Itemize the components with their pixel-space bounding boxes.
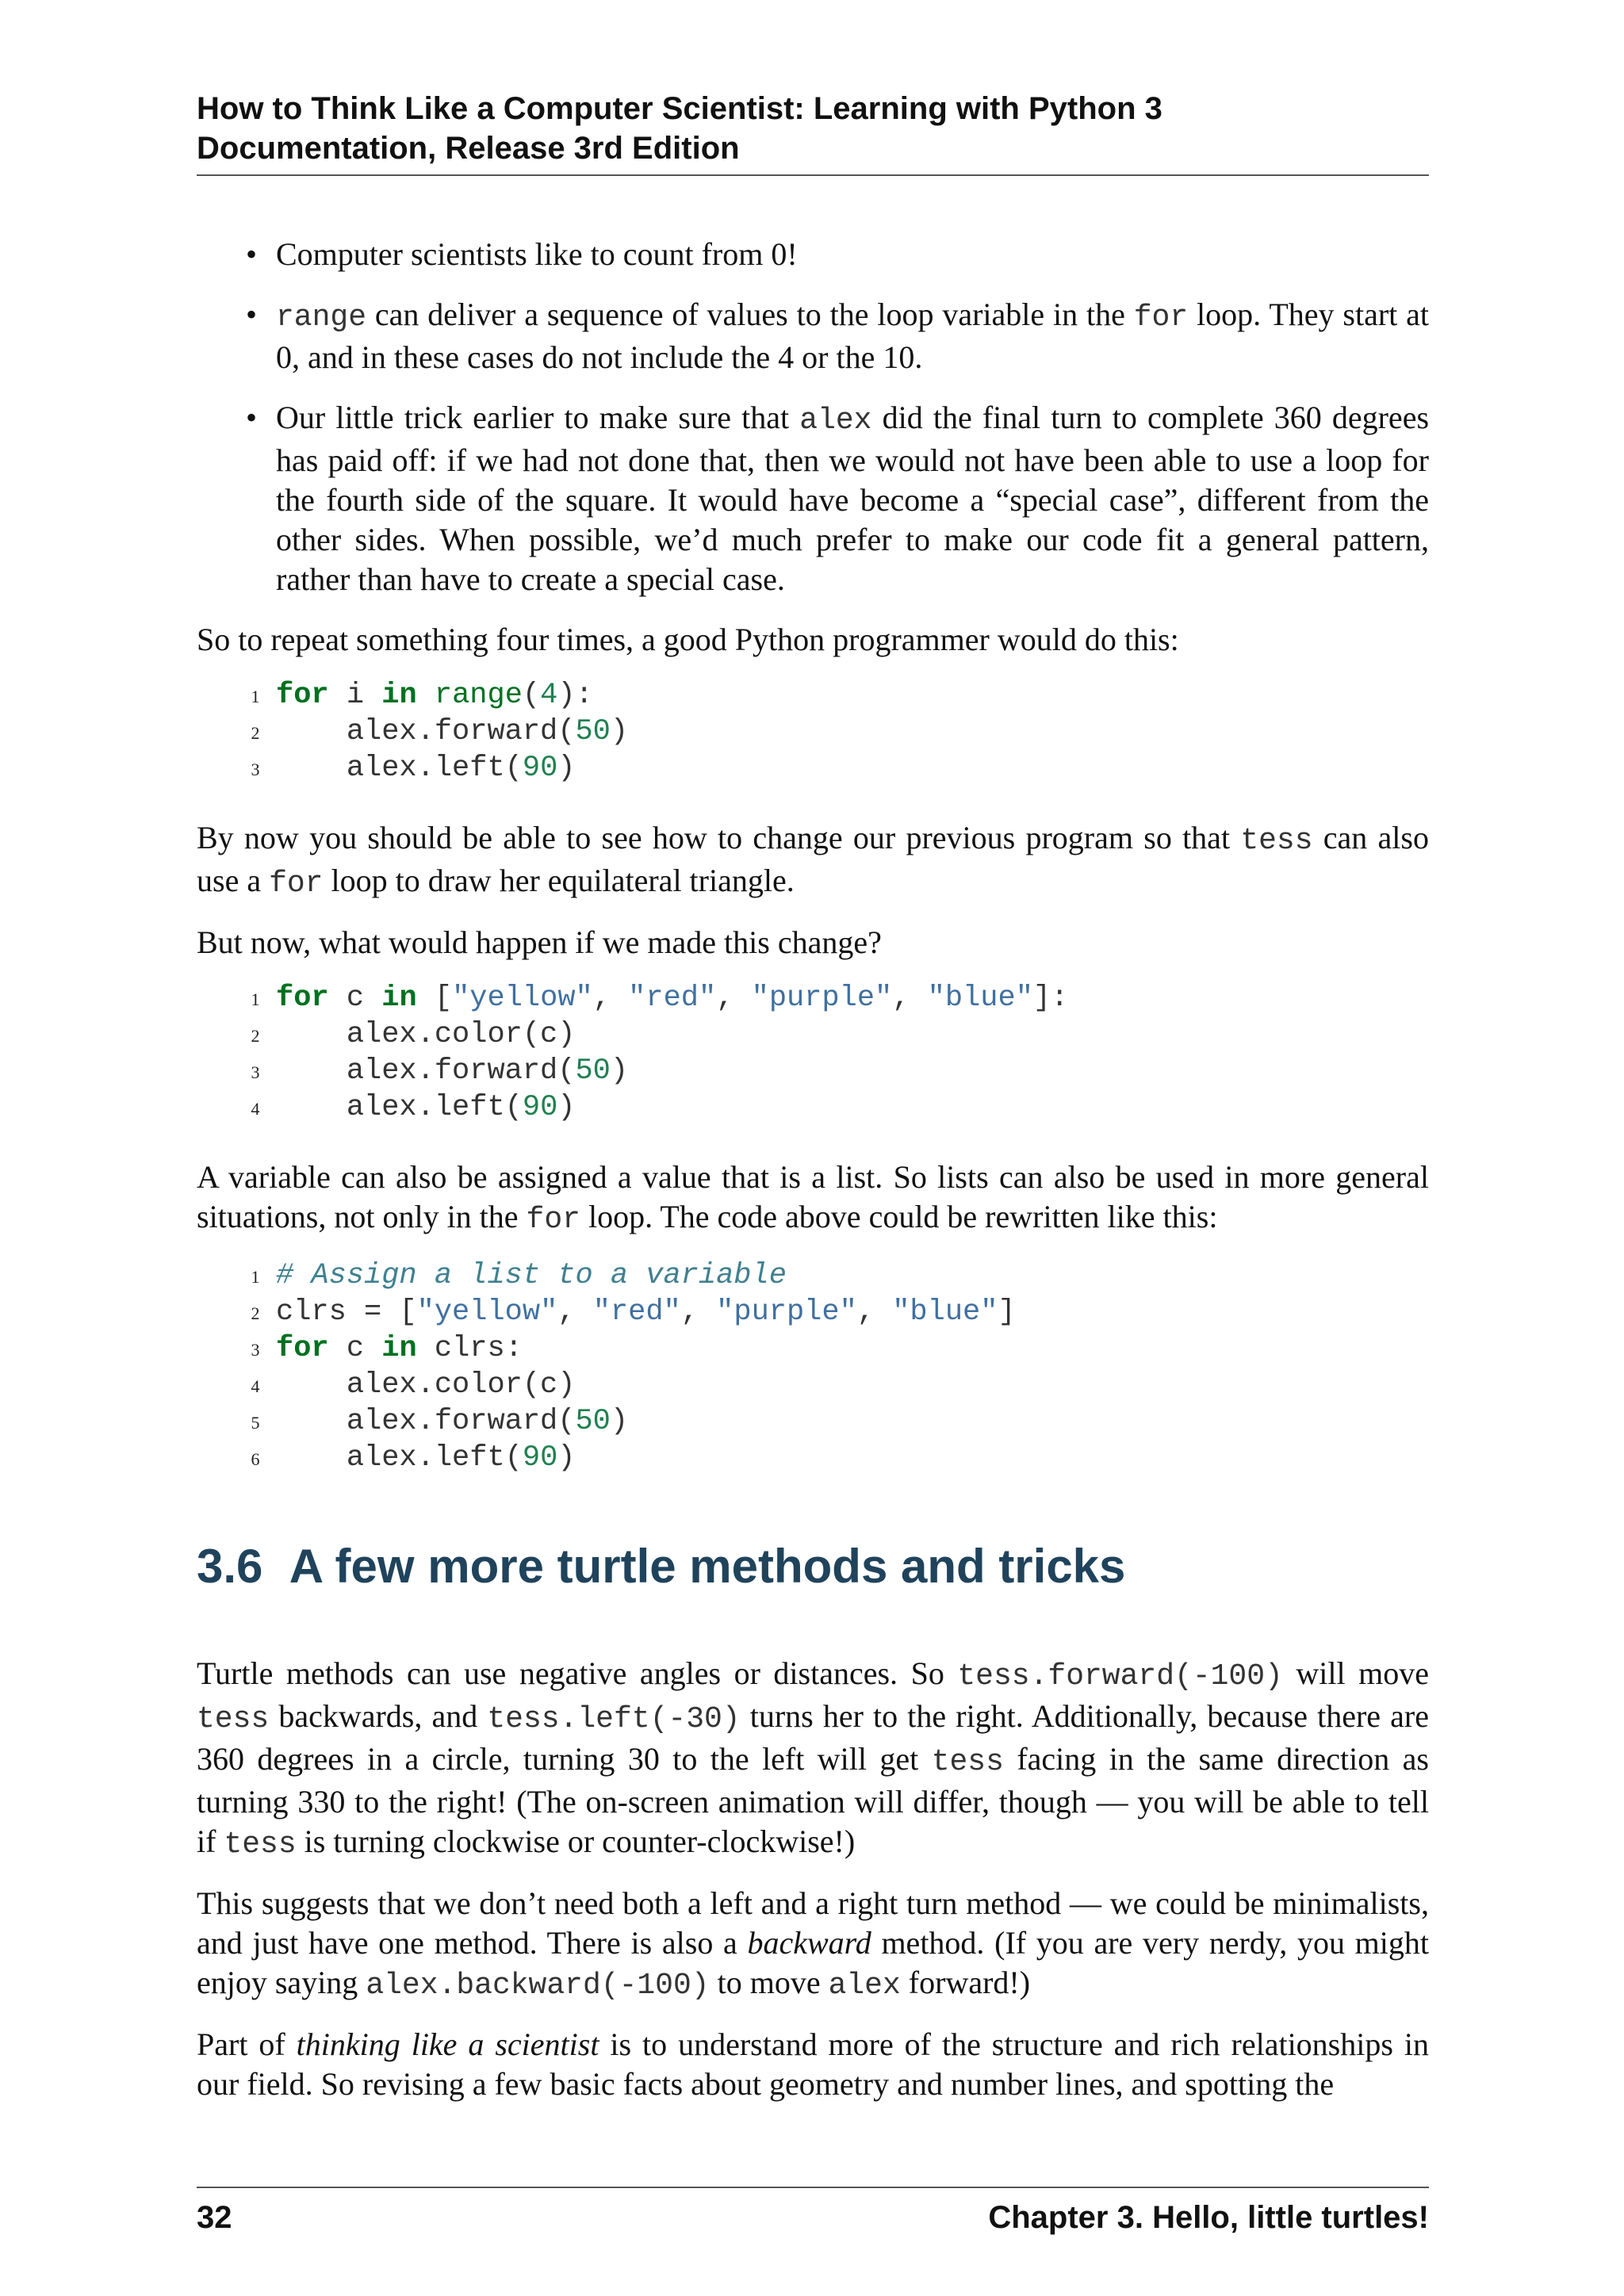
line-number: 2 (251, 1026, 260, 1046)
code-keyword: in (381, 679, 417, 712)
text: Part of (197, 2026, 297, 2062)
inline-code: alex.backward(-100) (366, 1969, 710, 2003)
inline-code: alex (828, 1969, 901, 2003)
bullet-text: Computer scientists like to count from 0! (276, 236, 798, 272)
text: forward!) (900, 1965, 1031, 2000)
code-string: "purple" (751, 982, 893, 1015)
code-string: "blue" (927, 982, 1033, 1015)
page-body (197, 235, 1429, 2123)
code-block (235, 1259, 1429, 1478)
paragraph: But now, what would happen if we made this change? (197, 924, 882, 960)
line-number: 6 (251, 1449, 260, 1469)
code-keyword: for (276, 982, 329, 1015)
code-text: alex.left( (276, 1091, 523, 1124)
code-text: ] (998, 1295, 1016, 1329)
code-text: [ (416, 982, 453, 1015)
code-string: "blue" (892, 1295, 998, 1329)
section-heading (197, 1538, 1429, 1595)
paragraph (197, 2025, 1429, 2104)
bullet-text: loop. They start at 0, and in these cases do not include the 4 or the 10. (276, 297, 1429, 375)
line-number: 3 (251, 1062, 260, 1082)
code-text: , (892, 982, 928, 1015)
code-line (235, 1332, 1429, 1368)
inline-code: alex (799, 404, 872, 438)
code-line (235, 1368, 1429, 1405)
text: is turning clockwise or counter-clockwise!) (296, 1823, 856, 1859)
emphasis: backward (747, 1925, 871, 1961)
code-text: ) (610, 715, 629, 748)
page (197, 0, 1429, 2296)
code-string: "yellow" (416, 1295, 558, 1329)
code-line (235, 679, 1429, 715)
text: turns her to the right. Additionally, because there are 360 degrees in a circle, turning 30 to the left will get (197, 1698, 1429, 1777)
page-number: 32 (197, 2200, 232, 2235)
inline-code: range (276, 300, 367, 335)
line-number: 1 (251, 1267, 260, 1287)
code-block (235, 982, 1429, 1127)
code-line (235, 1054, 1429, 1091)
code-line (235, 1441, 1429, 1478)
code-keyword: for (276, 679, 329, 712)
text: backwards, and (269, 1698, 488, 1734)
line-number: 3 (251, 760, 260, 779)
paragraph (197, 1158, 1429, 1240)
code-keyword: in (381, 982, 417, 1015)
section-title: A few more turtle methods and tricks (289, 1540, 1126, 1593)
code-block (235, 679, 1429, 788)
code-text: ( (522, 679, 541, 712)
code-text: , (680, 1295, 717, 1329)
code-number: 90 (522, 1441, 558, 1475)
inline-code: for (526, 1203, 580, 1237)
code-text: c (328, 1332, 382, 1365)
code-text: alex.color(c) (276, 1018, 576, 1051)
code-text (417, 679, 435, 712)
page-footer (197, 2187, 1429, 2237)
text: to move (709, 1965, 829, 2000)
text: This suggests that we don’t need both a left and a right turn method — we could be minimalists, and just have one method. There is also a (197, 1885, 1429, 1961)
line-number: 4 (251, 1099, 260, 1119)
code-text: alex.forward( (276, 1054, 576, 1088)
code-text: ) (557, 1441, 576, 1475)
code-string: "purple" (716, 1295, 857, 1329)
text: By now you should be able to see how to change our previous program so that (197, 820, 1241, 855)
code-string: "red" (628, 982, 717, 1015)
code-text: ) (610, 1054, 629, 1088)
inline-code: tess (1240, 824, 1313, 858)
line-number: 4 (251, 1376, 260, 1396)
inline-code: tess.left(-30) (487, 1702, 741, 1736)
code-number: 90 (522, 1091, 558, 1124)
code-text: ) (557, 1091, 576, 1124)
text: method. (If you are very nerdy, you might enjoy saying (197, 1925, 1429, 2000)
line-number: 2 (251, 723, 260, 743)
paragraph (197, 818, 1429, 904)
code-comment: # Assign a list to a variable (276, 1259, 787, 1292)
bullet-item (276, 398, 1429, 599)
inline-code: tess (931, 1745, 1004, 1779)
bullet-list (197, 235, 1429, 599)
code-text: clrs = [ (276, 1295, 417, 1329)
inline-code: tess (197, 1702, 270, 1736)
code-number: 50 (575, 1054, 611, 1088)
code-text: alex.color(c) (276, 1368, 576, 1402)
paragraph (197, 1884, 1429, 2006)
line-number: 1 (251, 687, 260, 706)
header-line-2: Documentation, Release 3rd Edition (197, 131, 740, 166)
code-text: , (592, 982, 629, 1015)
code-text: alex.left( (276, 1441, 523, 1475)
code-line (235, 982, 1429, 1018)
code-builtin: range (434, 679, 523, 712)
header-line-1: How to Think Like a Computer Scientist: Learning with Python 3 (197, 91, 1162, 126)
code-number: 90 (522, 752, 558, 785)
text: facing in the same direction as turning 330 to the right! (The on-screen animation will differ, though — you will be able to tell if (197, 1741, 1429, 1859)
inline-code: tess.forward(-100) (957, 1659, 1283, 1693)
running-header (197, 89, 1429, 176)
code-text: ) (610, 1405, 629, 1438)
section-number: 3.6 (197, 1540, 263, 1593)
code-string: "yellow" (452, 982, 593, 1015)
code-text: alex.forward( (276, 1405, 576, 1438)
code-text: ]: (1032, 982, 1069, 1015)
code-text: ) (557, 752, 576, 785)
inline-code: for (269, 867, 324, 901)
code-line (235, 1091, 1429, 1127)
bullet-text: did the final turn to complete 360 degrees has paid off: if we had not done that, then we would not have been able to use a loop for the fourth side of the square. It would have become a “special case”, different from the other sides. When possible, we’d much prefer to make our code fit a general pattern, rather than have to create a special case. (276, 400, 1430, 597)
bullet-text: can deliver a sequence of values to the loop variable in the (366, 297, 1134, 332)
line-number: 2 (251, 1303, 260, 1323)
code-line (235, 1405, 1429, 1441)
code-line (235, 752, 1429, 788)
inline-code: tess (224, 1827, 297, 1862)
code-text: ): (557, 679, 593, 712)
text: loop. The code above could be rewritten like this: (580, 1199, 1218, 1234)
code-text: , (716, 982, 752, 1015)
paragraph (197, 1654, 1429, 1865)
text: will move (1282, 1655, 1430, 1691)
chapter-title: Chapter 3. Hello, little turtles! (988, 2200, 1429, 2235)
bullet-item (276, 235, 1429, 274)
line-number: 5 (251, 1413, 260, 1433)
code-line (235, 1259, 1429, 1295)
code-text: alex.forward( (276, 715, 576, 748)
paragraph: So to repeat something four times, a good Python programmer would do this: (197, 622, 1179, 657)
code-number: 4 (540, 679, 558, 712)
code-text: , (557, 1295, 593, 1329)
code-text: c (328, 982, 382, 1015)
code-keyword: in (381, 1332, 417, 1365)
code-line (235, 715, 1429, 752)
emphasis: thinking like a scientist (296, 2026, 599, 2062)
text: can also use a (197, 820, 1429, 898)
inline-code: for (1133, 300, 1189, 335)
bullet-text: Our little trick earlier to make sure that (276, 400, 800, 435)
bullet-item (276, 295, 1429, 377)
code-line (235, 1295, 1429, 1332)
code-line (235, 1018, 1429, 1054)
code-number: 50 (575, 1405, 611, 1438)
code-string: "red" (592, 1295, 681, 1329)
text: loop to draw her equilateral triangle. (323, 863, 795, 898)
text: A variable can also be assigned a value that is a list. So lists can also be used in more general situations, not only in the (197, 1159, 1429, 1234)
code-number: 50 (575, 715, 611, 748)
text: is to understand more of the structure and rich relationships in our field. So revising a few basic facts about geometry and number lines, and spotting the (197, 2026, 1429, 2102)
code-text: i (328, 679, 382, 712)
code-text: alex.left( (276, 752, 523, 785)
code-text: clrs: (416, 1332, 523, 1365)
text: Turtle methods can use negative angles or distances. So (197, 1655, 958, 1691)
code-keyword: for (276, 1332, 329, 1365)
line-number: 1 (251, 989, 260, 1009)
line-number: 3 (251, 1340, 260, 1360)
code-text: , (856, 1295, 893, 1329)
